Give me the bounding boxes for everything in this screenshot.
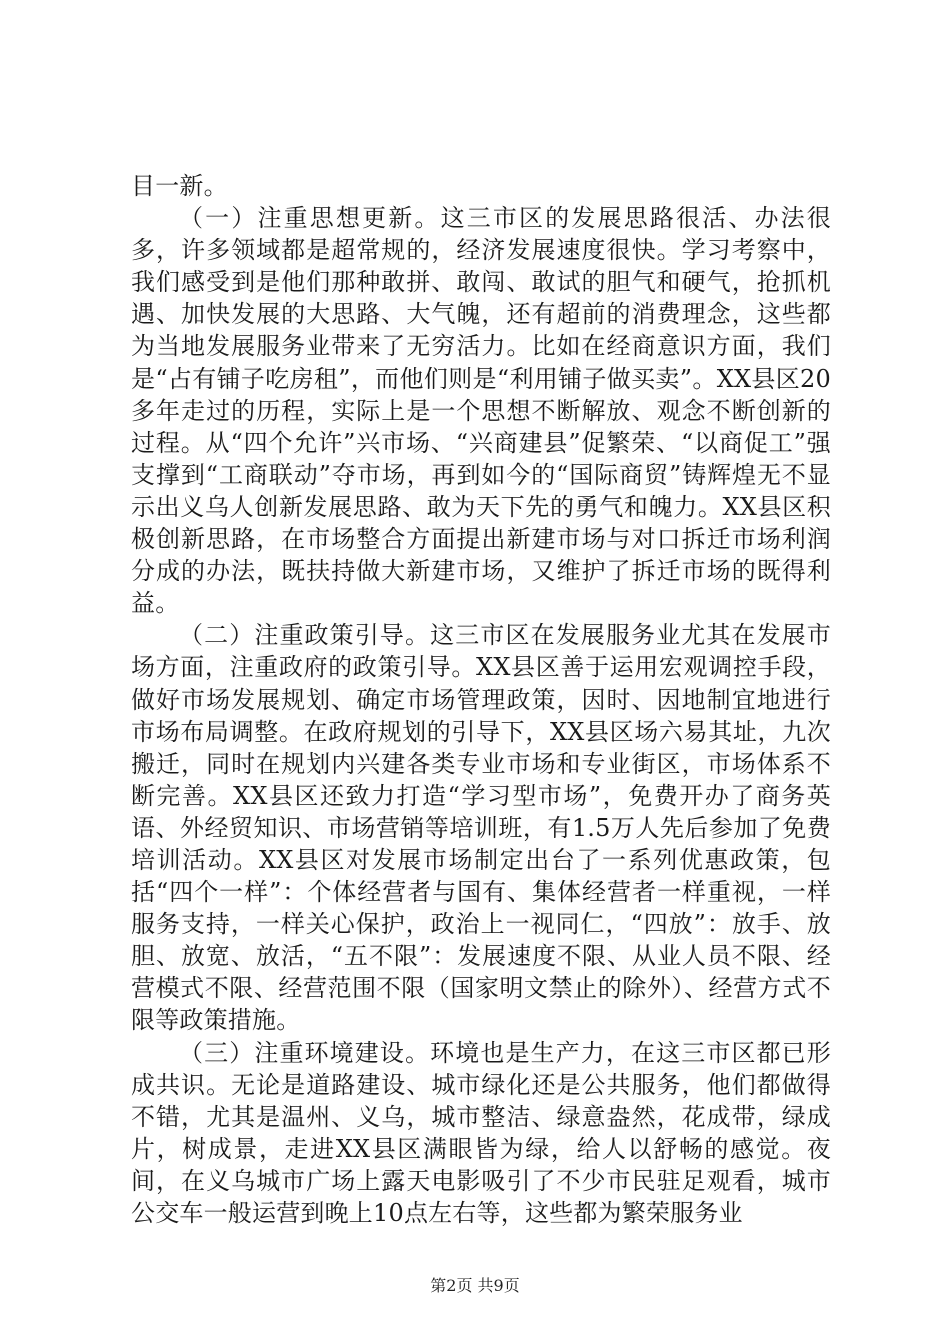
page-number-footer: 第2页 共9页 [430,1276,520,1295]
paragraph-continuation: 目一新。 [131,172,228,200]
body-text [131,170,831,1229]
paragraph-environment-building: （三）注重环境建设。环境也是生产力，在这三市区都已形成共识。无论是道路建设、城市绿化还是公共服务，他们都做得不错，尤其是温州、义乌，城市整洁、绿意盎然，花成带，绿成片，树成景，走进XX县区满眼皆为绿，给人以舒畅的感觉。夜间，在义乌城市广场上露天电影吸引了不少市民驻足观看，城市公交车一般运营到晚上10点左右等，这些都为繁荣服务业 [131,1038,831,1227]
paragraph-policy-guidance: （二）注重政策引导。这三市区在发展服务业尤其在发展市场方面，注重政府的政策引导。XX县区善于运用宏观调控手段，做好市场发展规划、确定市场管理政策，因时、因地制宜地进行市场布局调整。在政府规划的引导下，XX县区场六易其址，九次搬迁，同时在规划内兴建各类专业市场和专业街区，市场体系不断完善。XX县区还致力打造“学习型市场”，免费开办了商务英语、外经贸知识、市场营销等培训班，有1.5万人先后参加了免费培训活动。XX县区对发展市场制定出台了一系列优惠政策，包括“四个一样”：个体经营者与国有、集体经营者一样重视，一样服务支持，一样关心保护，政治上一视同仁，“四放”：放手、放胆、放宽、放活，“五不限”：发展速度不限、从业人员不限、经营模式不限、经营范围不限（国家明文禁止的除外）、经营方式不限等政策措施。 [131,621,831,1035]
paragraph-thought-renewal: （一）注重思想更新。这三市区的发展思路很活、办法很多，许多领域都是超常规的，经济发展速度很快。学习考察中，我们感受到是他们那种敢拼、敢闯、敢试的胆气和硬气，抢抓机遇、加快发展的大思路、大气魄，还有超前的消费理念，这些都为当地发展服务业带来了无穷活力。比如在经商意识方面，我们是“占有铺子吃房租”，而他们则是“利用铺子做买卖”。XX县区20多年走过的历程，实际上是一个思想不断解放、观念不断创新的过程。从“四个允许”兴市场、“兴商建县”促繁荣、“以商促工”强支撑到“工商联动”夺市场，再到如今的“国际商贸”铸辉煌无不显示出义乌人创新发展思路、敢为天下先的勇气和魄力。XX县区积极创新思路，在市场整合方面提出新建市场与对口拆迁市场利润分成的办法，既扶持做大新建市场，又维护了拆迁市场的既得利益。 [131,204,831,618]
